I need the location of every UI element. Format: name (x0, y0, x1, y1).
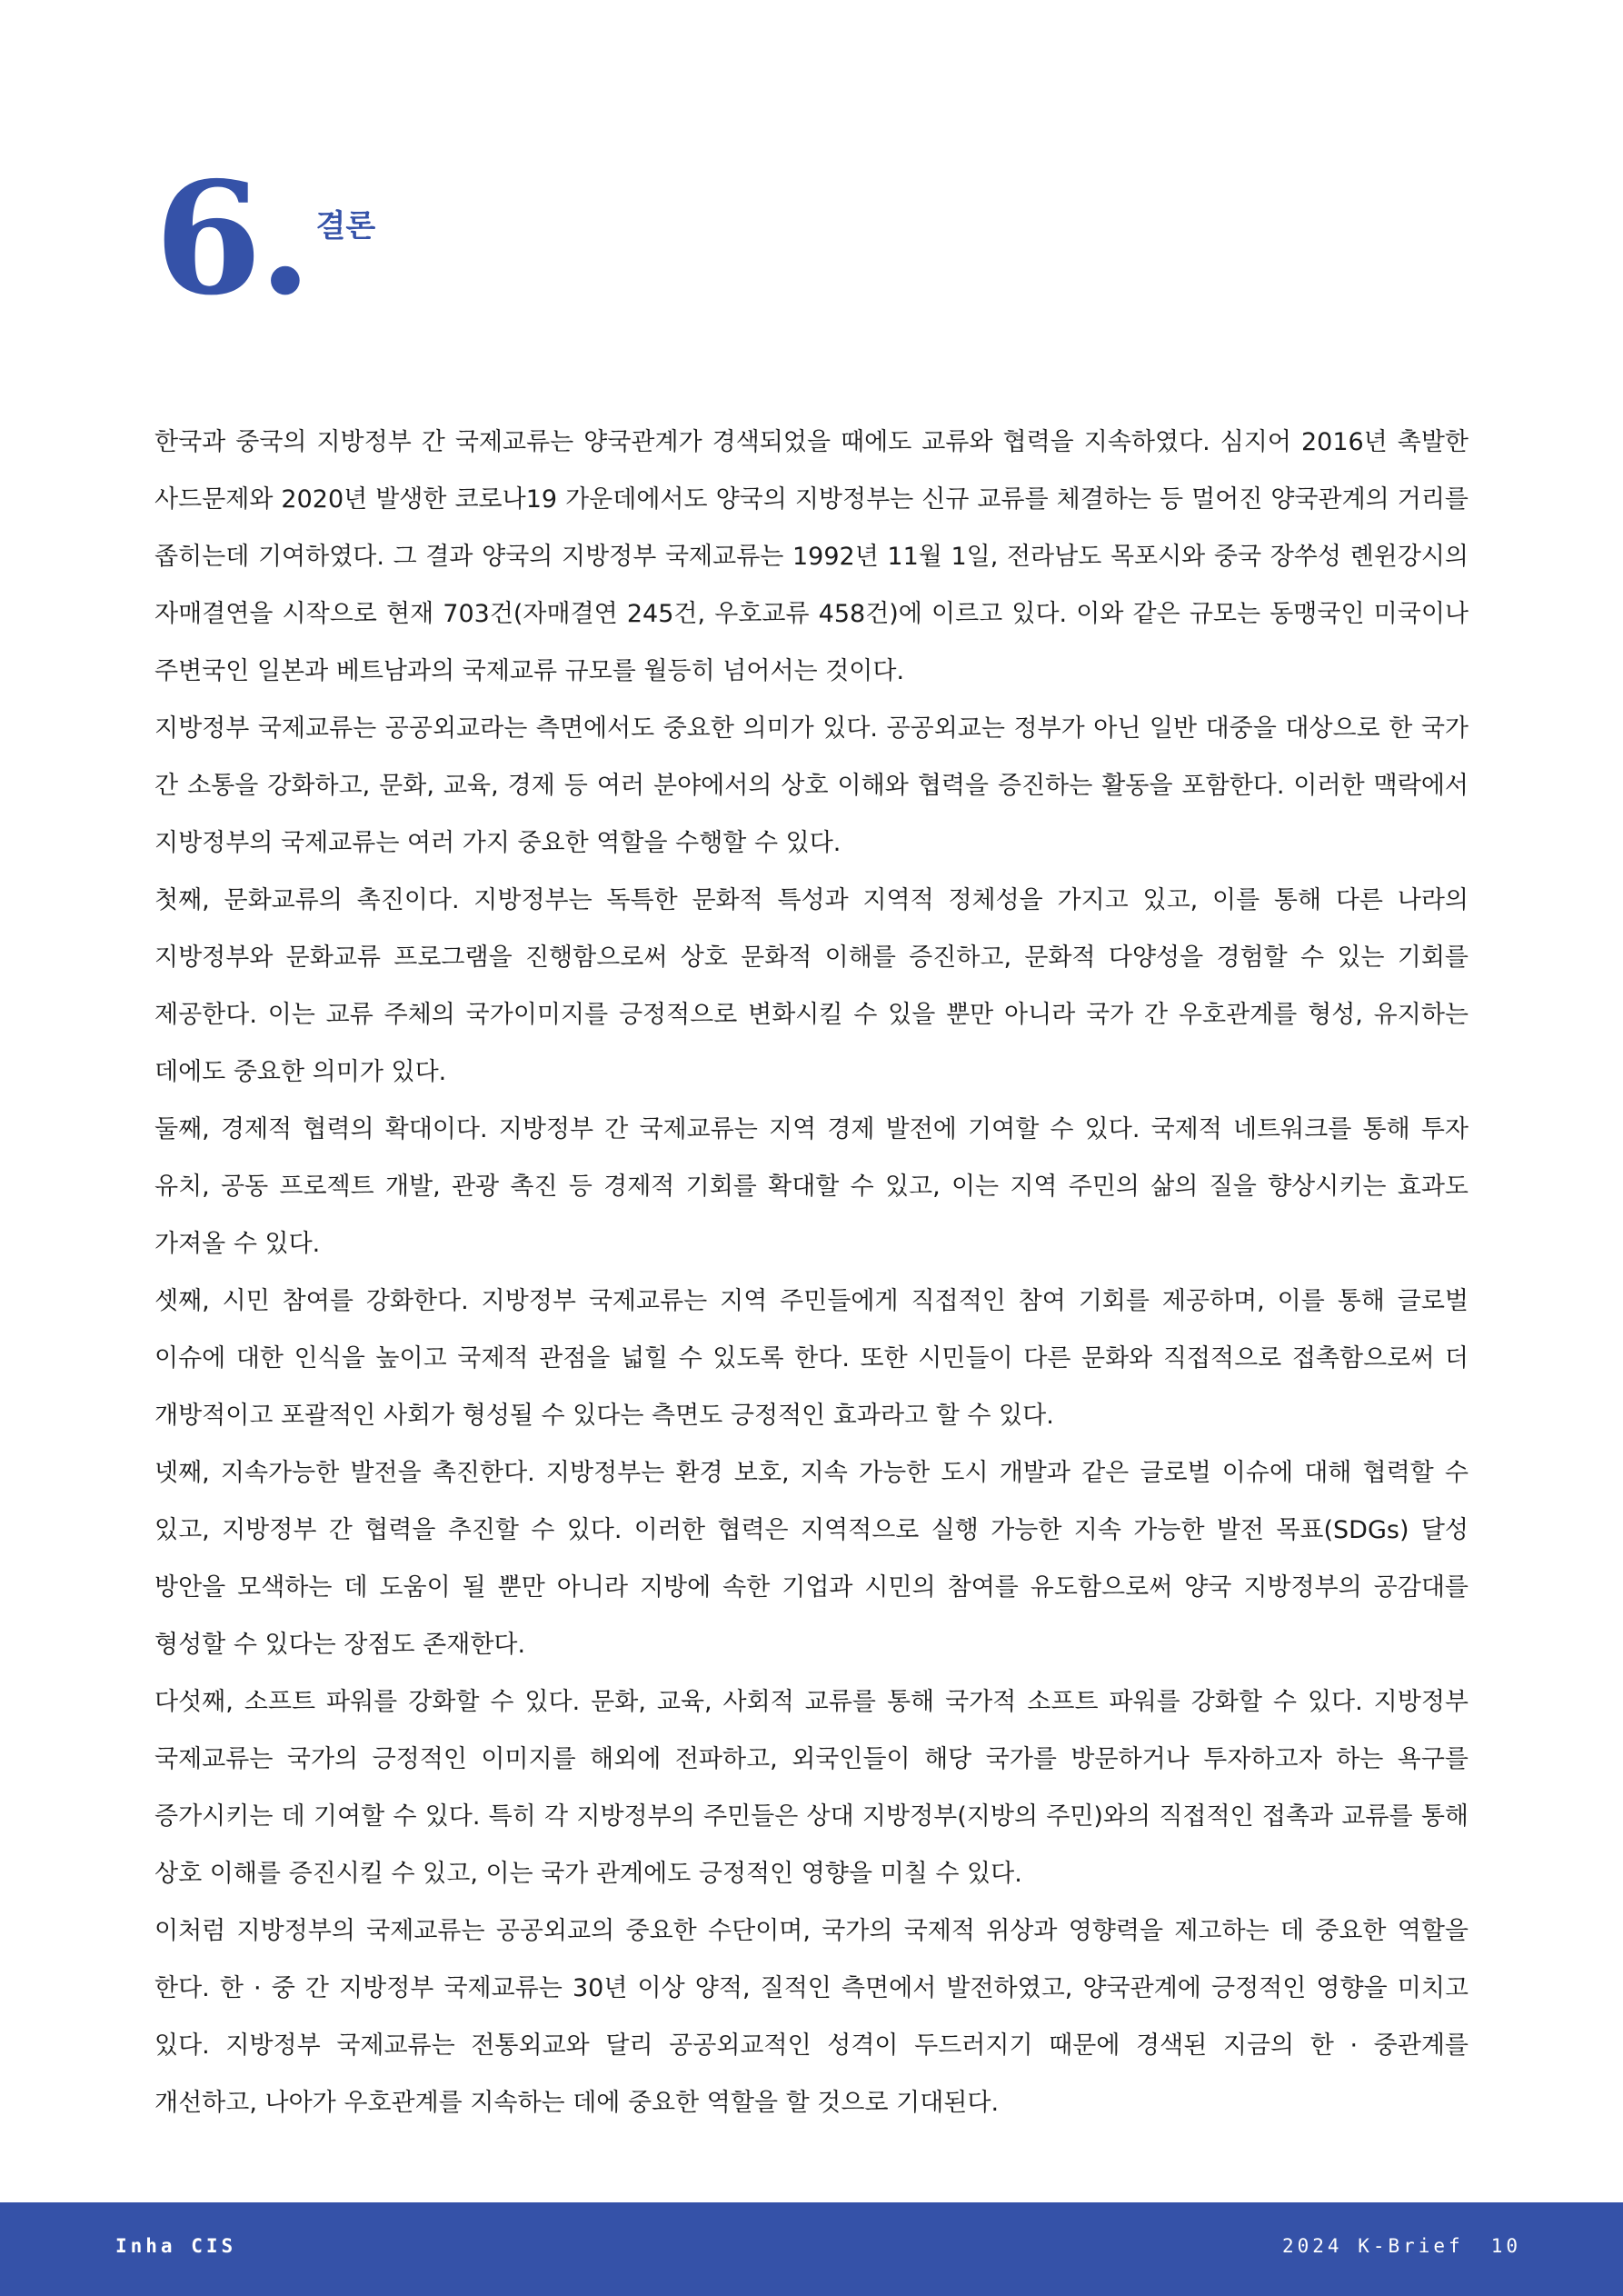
footer-right-group (1282, 2235, 1521, 2257)
footer-publication: 2024 K-Brief (1281, 2235, 1464, 2257)
paragraph-first: 첫째, 문화교류의 촉진이다. 지방정부는 독특한 문화적 특성과 지역적 정체성을 가지고 있고, 이를 통해 다른 나라의 지방정부와 문화교류 프로그램을 진행함으로써 상호 문화적 이해를 증진하고, 문화적 다양성을 경험할 수 있는 기회를 제공한다. 이는 교류 주체의 국가이미지를 긍정적으로 변화시킬 수 있을 뿐만 아니라 국가 간 우호관계를 형성, 유지하는 데에도 중요한 의미가 있다. (154, 886, 1469, 1086)
page-number: 10 (1490, 2235, 1521, 2257)
footer-bar (0, 2202, 1623, 2296)
section-heading (154, 148, 376, 330)
footer-organization: Inha CIS (115, 2235, 237, 2257)
paragraph-fifth: 다섯째, 소프트 파워를 강화할 수 있다. 문화, 교육, 사회적 교류를 통해 국가적 소프트 파워를 강화할 수 있다. 지방정부 국제교류는 국가의 긍정적인 이미지를 해외에 전파하고, 외국인들이 해당 국가를 방문하거나 투자하고자 하는 욕구를 증가시키는 데 기여할 수 있다. 특히 각 지방정부의 주민들은 상대 지방정부(지방의 주민)와의 직접적인 접촉과 교류를 통해 상호 이해를 증진시킬 수 있고, 이는 국가 관계에도 긍정적인 영향을 미칠 수 있다. (154, 1688, 1469, 1888)
paragraph-conclusion: 이처럼 지방정부의 국제교류는 공공외교의 중요한 수단이며, 국가의 국제적 위상과 영향력을 제고하는 데 중요한 역할을 한다. 한 · 중 간 지방정부 국제교류는 30년 이상 양적, 질적인 측면에서 발전하였고, 양국관계에 긍정적인 영향을 미치고 있다. 지방정부 국제교류는 전통외교와 달리 공공외교적인 성격이 두드러지기 때문에 경색된 지금의 한 · 중관계를 개선하고, 나아가 우호관계를 지속하는 데에 중요한 역할을 할 것으로 기대된다. (154, 1917, 1469, 2117)
paragraph-intro: 한국과 중국의 지방정부 간 국제교류는 양국관계가 경색되었을 때에도 교류와 협력을 지속하였다. 심지어 2016년 촉발한 사드문제와 2020년 발생한 코로나19 가운데에서도 양국의 지방정부는 신규 교류를 체결하는 등 멀어진 양국관계의 거리를 좁히는데 기여하였다. 그 결과 양국의 지방정부 국제교류는 1992년 11월 1일, 전라남도 목포시와 중국 장쑤성 롄윈강시의 자매결연을 시작으로 현재 703건(자매결연 245건, 우호교류 458건)에 이르고 있다. 이와 같은 규모는 동맹국인 미국이나 주변국인 일본과 베트남과의 국제교류 규모를 월등히 넘어서는 것이다. (154, 428, 1469, 685)
paragraph-second: 둘째, 경제적 협력의 확대이다. 지방정부 간 국제교류는 지역 경제 발전에 기여할 수 있다. 국제적 네트워크를 통해 투자 유치, 공동 프로젝트 개발, 관광 촉진 등 경제적 기회를 확대할 수 있고, 이는 지역 주민의 삶의 질을 향상시키는 효과도 가져올 수 있다. (154, 1115, 1469, 1258)
paragraph-fourth: 넷째, 지속가능한 발전을 촉진한다. 지방정부는 환경 보호, 지속 가능한 도시 개발과 같은 글로벌 이슈에 대해 협력할 수 있고, 지방정부 간 협력을 추진할 수 있다. 이러한 협력은 지역적으로 실행 가능한 지속 가능한 발전 목표(SDGs) 달성 방안을 모색하는 데 도움이 될 뿐만 아니라 지방에 속한 기업과 시민의 참여를 유도함으로써 양국 지방정부의 공감대를 형성할 수 있다는 장점도 존재한다. (154, 1459, 1469, 1659)
section-title: 결론 (315, 208, 376, 245)
body-text (154, 414, 1469, 2131)
paragraph-third: 셋째, 시민 참여를 강화한다. 지방정부 국제교류는 지역 주민들에게 직접적인 참여 기회를 제공하며, 이를 통해 글로벌 이슈에 대한 인식을 높이고 국제적 관점을 넓힐 수 있도록 한다. 또한 시민들이 다른 문화와 직접적으로 접촉함으로써 더 개방적이고 포괄적인 사회가 형성될 수 있다는 측면도 긍정적인 효과라고 할 수 있다. (154, 1287, 1469, 1430)
chapter-number: 6. (154, 148, 309, 330)
paragraph-public-diplomacy: 지방정부 국제교류는 공공외교라는 측면에서도 중요한 의미가 있다. 공공외교는 정부가 아닌 일반 대중을 대상으로 한 국가 간 소통을 강화하고, 문화, 교육, 경제 등 여러 분야에서의 상호 이해와 협력을 증진하는 활동을 포함한다. 이러한 맥락에서 지방정부의 국제교류는 여러 가지 중요한 역할을 수행할 수 있다. (154, 714, 1469, 857)
